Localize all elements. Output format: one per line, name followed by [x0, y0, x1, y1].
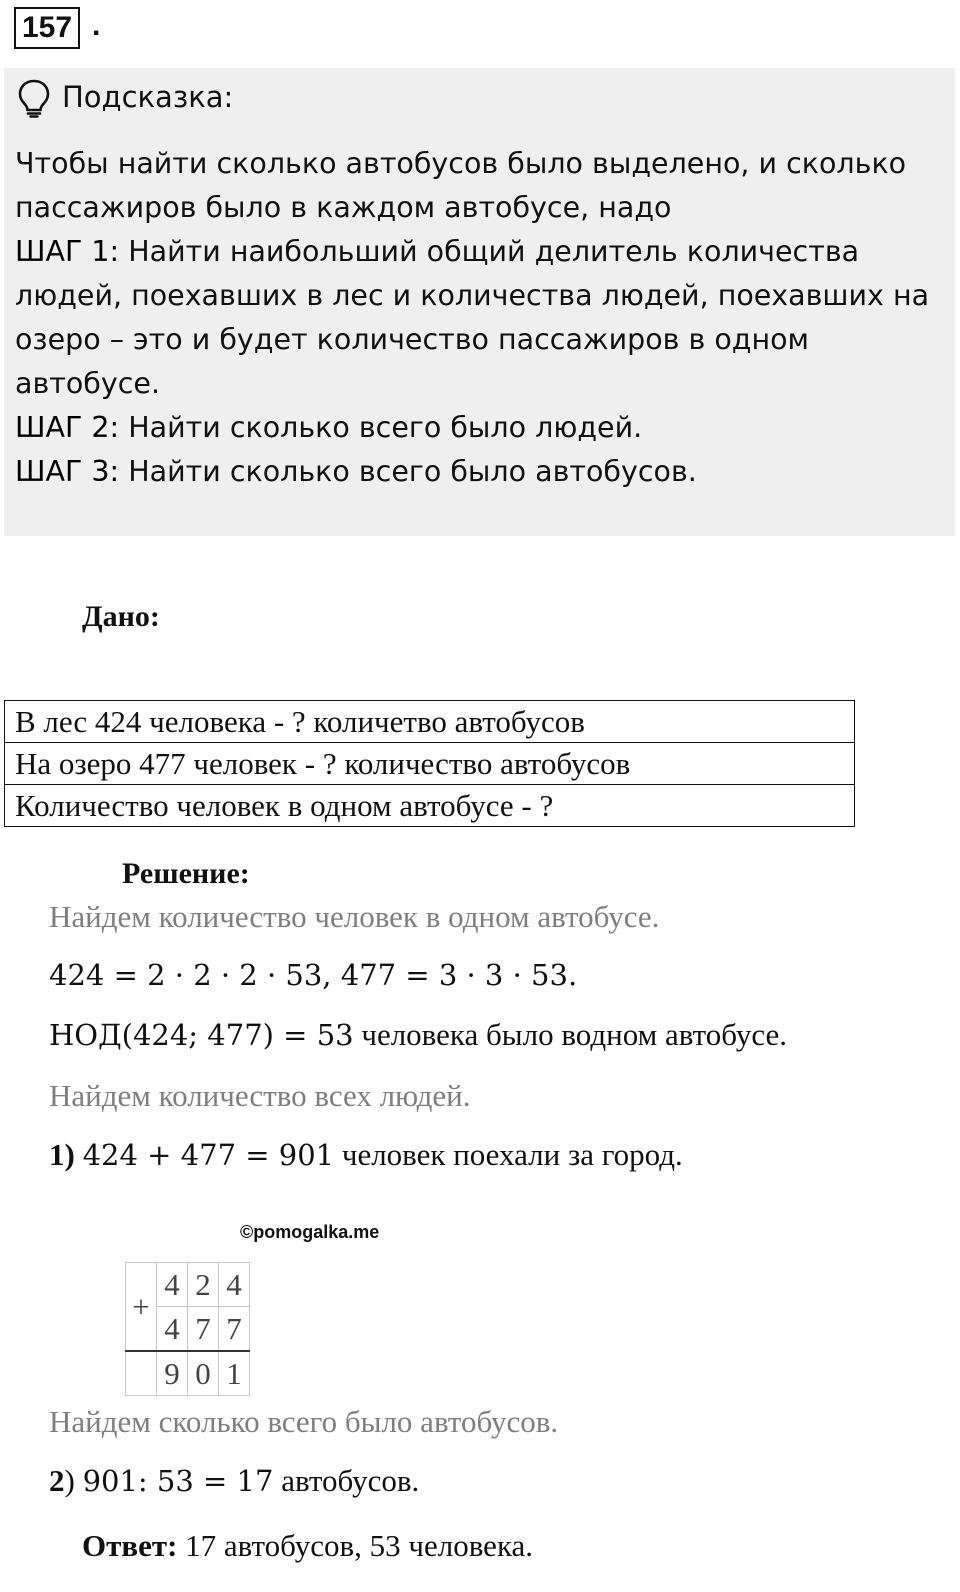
step3-caption: Найдем сколько всего было автобусов. [49, 1404, 559, 1439]
addend-digit: 7 [188, 1307, 219, 1352]
action2-math: 901: 53 = 17 [82, 1464, 274, 1498]
hint-step-3-text: Найти сколько всего было автобусов. [119, 455, 697, 488]
hint-title: Подсказка: [62, 80, 234, 114]
hint-step-2 [15, 406, 945, 450]
column-addition [125, 1262, 250, 1396]
action1-line [49, 1135, 683, 1175]
sum-digit: 0 [188, 1351, 219, 1396]
given-row-1: В лес 424 человека - ? количетво автобусов [5, 701, 855, 743]
addend-digit: 4 [157, 1263, 188, 1307]
given-title: Дано: [82, 600, 160, 633]
given-row [5, 785, 855, 827]
action1-number: 1) [49, 1137, 75, 1172]
problem-number-dot: . [92, 9, 101, 42]
addend-digit: 2 [188, 1263, 219, 1307]
given-row [5, 701, 855, 743]
factorization: 424 = 2 · 2 · 2 · 53, 477 = 3 · 3 · 53. [49, 958, 578, 992]
action2-text: автобусов. [273, 1463, 420, 1498]
action2-line [49, 1461, 419, 1501]
hint-step-2-text: Найти сколько всего было людей. [119, 411, 643, 444]
answer-text: 17 автобусов, 53 человека. [177, 1528, 534, 1563]
action1-text: человек поехали за город. [334, 1137, 683, 1172]
action2-number: 2 [49, 1463, 65, 1498]
answer-label: Ответ: [82, 1528, 178, 1563]
copyright: ©pomogalka.me [240, 1222, 380, 1242]
addend-digit: 4 [219, 1263, 250, 1307]
given-row [5, 743, 855, 785]
given-table [4, 700, 855, 827]
sum-digit: 1 [219, 1351, 250, 1396]
hint-text [15, 142, 945, 494]
plus-sign: + [126, 1263, 157, 1352]
hint-step-1-text: Найти наибольший общий делитель количества людей, поехавших в лес и количества людей, поехавших на озеро – это и будет количество пассажиров в одном автобусе. [15, 235, 930, 400]
step2-caption: Найдем количество всех людей. [49, 1078, 471, 1113]
given-row-2: На озеро 477 человек - ? количество автобусов [5, 743, 855, 785]
hint-step-2-label: ШАГ 2: [15, 411, 120, 444]
sum-digit: 9 [157, 1351, 188, 1396]
gcd-text: человека было водном автобусе. [353, 1017, 787, 1052]
problem-number: 157 [14, 7, 80, 49]
empty-cell [126, 1351, 157, 1396]
lightbulb-icon [16, 78, 52, 118]
factorization-line [49, 955, 577, 995]
step1-caption: Найдем количество человек в одном автобусе. [49, 899, 660, 934]
hint-step-1 [15, 230, 945, 406]
addend-digit: 7 [219, 1307, 250, 1352]
solution-title: Решение: [122, 857, 250, 890]
hint-step-3-label: ШАГ 3: [15, 455, 120, 488]
answer-line [82, 1526, 533, 1566]
given-row-3: Количество человек в одном автобусе - ? [5, 785, 855, 827]
hint-intro: Чтобы найти сколько автобусов было выделено, и сколько пассажиров было в каждом автобусе, надо [15, 147, 907, 224]
addend-digit: 4 [157, 1307, 188, 1352]
action2-paren: ) [64, 1463, 75, 1498]
action1-math: 424 + 477 = 901 [82, 1138, 335, 1172]
hint-step-1-label: ШАГ 1: [15, 235, 120, 268]
gcd-math: НОД(424; 477) = 53 [49, 1018, 354, 1052]
hint-step-3 [15, 450, 945, 494]
gcd-line [49, 1015, 787, 1055]
